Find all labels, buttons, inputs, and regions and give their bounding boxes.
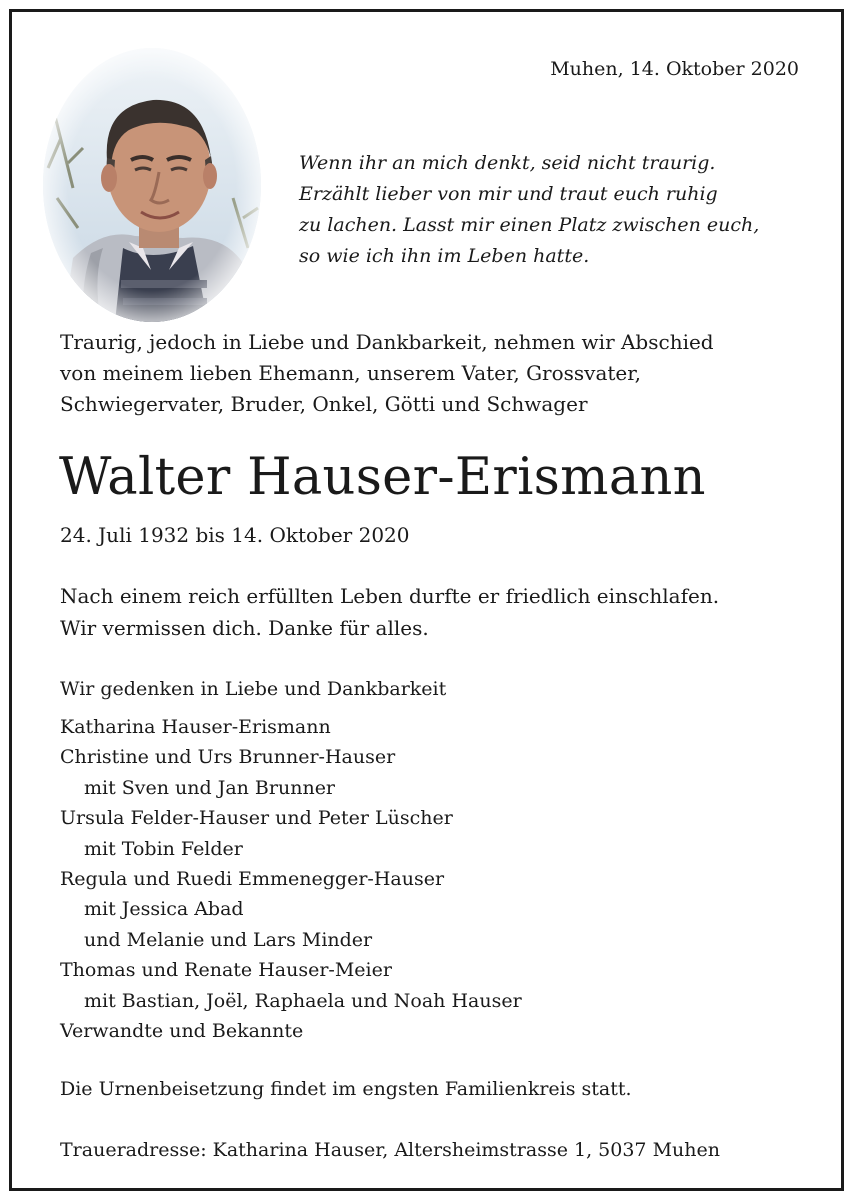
intro-line: von meinem lieben Ehemann, unserem Vater, Grossvater, <box>60 361 641 385</box>
farewell-message <box>60 580 719 644</box>
message-line: Nach einem reich erfüllten Leben durfte er friedlich einschlafen. <box>60 584 720 608</box>
obituary-frame <box>9 9 844 1191</box>
mourner-row: Christine und Urs Brunner-Hauser <box>60 746 396 769</box>
mourner-row: Ursula Felder-Hauser und Peter Lüscher <box>60 807 453 830</box>
message-line: Wir vermissen dich. Danke für alles. <box>60 616 429 640</box>
farewell-intro <box>60 327 714 420</box>
mourner-row: mit Bastian, Joël, Raphaela und Noah Hauser <box>84 989 522 1012</box>
mourner-row: mit Tobin Felder <box>84 837 243 860</box>
mourner-row: mit Jessica Abad <box>84 898 244 921</box>
deceased-name: Walter Hauser-Erismann <box>59 448 706 507</box>
mourners-list <box>60 674 522 1046</box>
life-dates: 24. Juli 1932 bis 14. Oktober 2020 <box>60 523 410 547</box>
poem-line: so wie ich ihn im Leben hatte. <box>299 245 590 267</box>
portrait-photo <box>43 48 261 322</box>
mourning-address: Traueradresse: Katharina Hauser, Altersheimstrasse 1, 5037 Muhen <box>60 1139 720 1161</box>
mourner-row: und Melanie und Lars Minder <box>84 928 373 951</box>
poem-line: zu lachen. Lasst mir einen Platz zwischen euch, <box>299 214 760 236</box>
poem-line: Wenn ihr an mich denkt, seid nicht traurig. <box>299 152 716 174</box>
intro-line: Traurig, jedoch in Liebe und Dankbarkeit, nehmen wir Abschied <box>60 330 714 354</box>
intro-line: Schwiegervater, Bruder, Onkel, Götti und Schwager <box>60 392 588 416</box>
poem-line: Erzählt lieber von mir und traut euch ruhig <box>299 183 718 205</box>
mourners-heading: Wir gedenken in Liebe und Dankbarkeit <box>60 678 447 700</box>
mourner-row: Katharina Hauser-Erismann <box>60 716 331 738</box>
mourner-row: Regula und Ruedi Emmenegger-Hauser <box>60 868 445 891</box>
mourner-row: mit Sven und Jan Brunner <box>84 776 336 799</box>
memorial-poem <box>299 148 759 272</box>
mourner-row: Thomas und Renate Hauser-Meier <box>60 959 392 982</box>
place-date: Muhen, 14. Oktober 2020 <box>550 58 799 80</box>
burial-note: Die Urnenbeisetzung findet im engsten Familienkreis statt. <box>60 1078 632 1100</box>
mourner-row: Verwandte und Bekannte <box>60 1020 304 1043</box>
